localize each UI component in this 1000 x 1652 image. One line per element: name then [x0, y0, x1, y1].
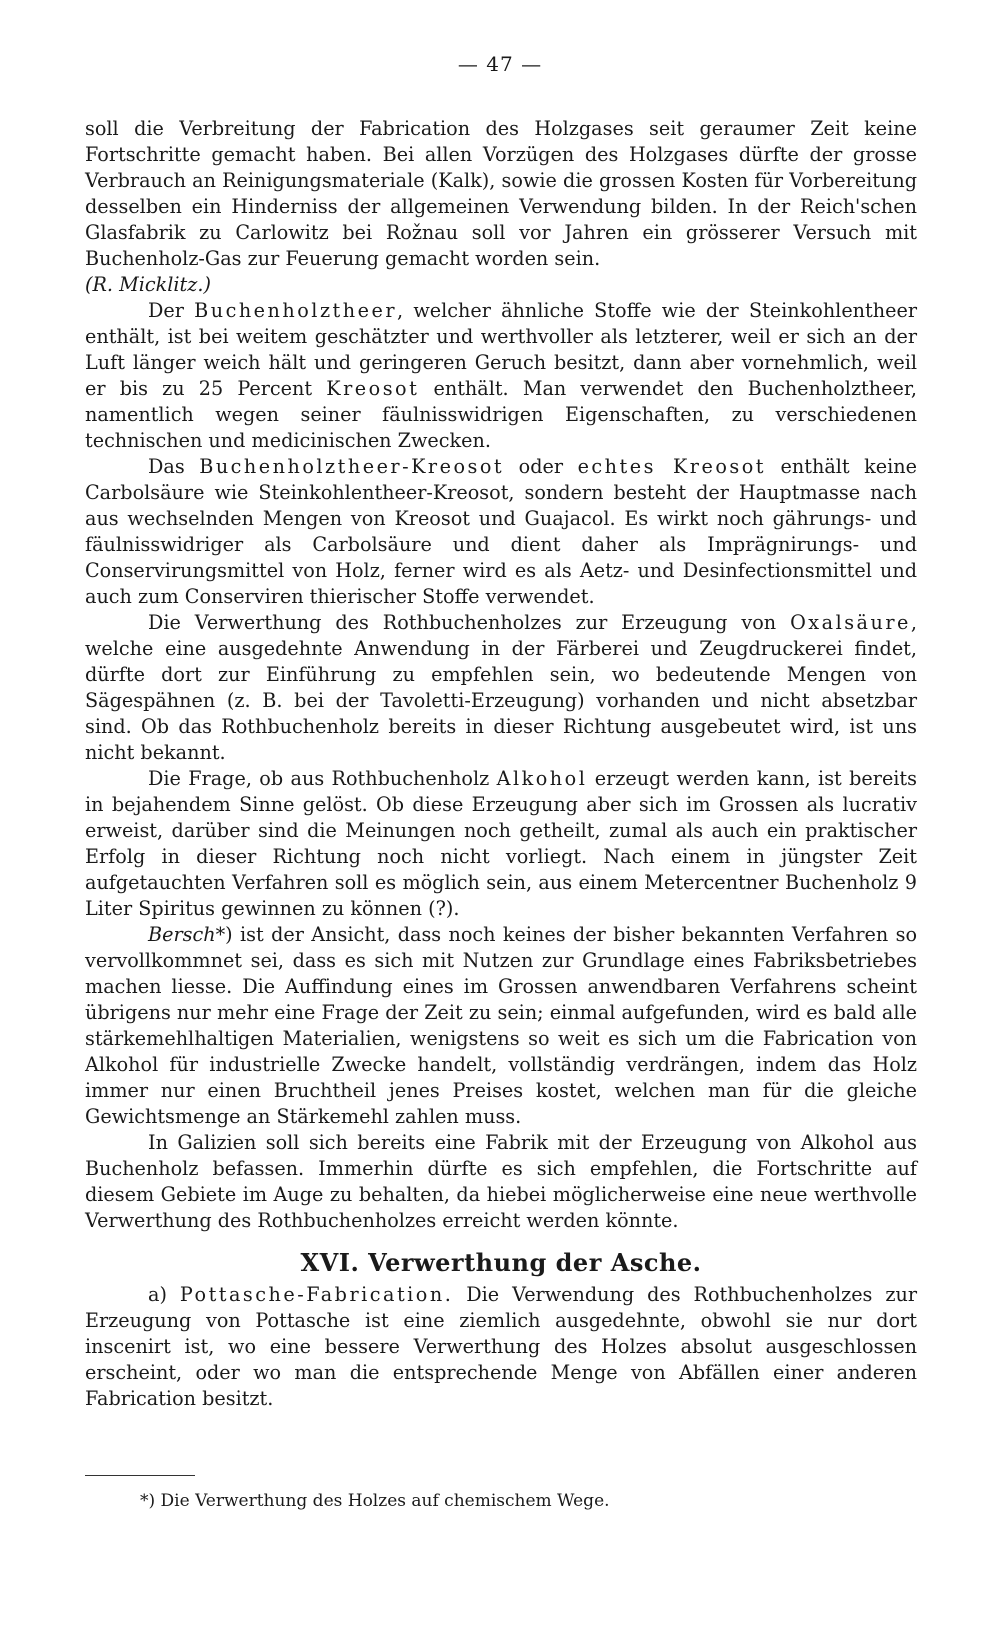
paragraph-holzgas: [85, 116, 917, 272]
text-run: enthält. Man verwendet den Buchenholztheer, namentlich wegen seiner fäulnisswidrigen Eigenschaften, zu verschiedenen technischen und medicinischen Zwecken.: [85, 377, 917, 452]
footnote-text: Die Verwerthung des Holzes auf chemischem Wege.: [155, 1491, 610, 1511]
paragraph-pottasche: [85, 1282, 917, 1412]
paragraph-galizien: [85, 1130, 917, 1234]
paragraph-oxalsaeure: [85, 610, 917, 766]
paragraph-bersch: [85, 922, 917, 1130]
body-text: [85, 116, 917, 1412]
text-run: enthält keine Carbolsäure wie Steinkohlentheer-Kreosot, sondern besteht der Hauptmasse nach aus wechselnden Mengen von Kreosot und Guajacol. Es wirkt noch gährungs- und fäulnisswidriger als Carbolsäure und dient daher als Imprägnirungs- und Conservirungsmittel von Holz, ferner wird es als Aetz- und Desinfectionsmittel und auch zum Conserviren thierischer Stoffe verwendet.: [85, 455, 917, 608]
text-run: ist der Ansicht, dass noch keines der bisher bekannten Verfahren so vervollkommnet sei, dass es sich mit Nutzen zur Grundlage eines Fabriksbetriebes machen liesse. Die Auffindung eines im Grossen anwendbaren Verfahrens scheint übrigens nur mehr eine Frage der Zeit zu sein; einmal aufgefunden, wird es bald alle stärkemehlhaltigen Materialien, wenigstens so weit es sich um die Fabrication von Alkohol für industrielle Zwecke handelt, vollständig verdrängen, indem das Holz immer nur einen Bruchtheil jenes Preises kostet, welchen man für die gleiche Gewichtsmenge an Stärkemehl zahlen muss.: [85, 923, 917, 1128]
footnote-marker: *): [215, 923, 233, 946]
text-run: Die Verwerthung des Rothbuchenholzes zur Erzeugung von: [148, 611, 791, 634]
text-run: Die Verwendung des Rothbuchenholzes zur Erzeugung von Pottasche ist eine ziemlich ausgedehnte, obwohl sie nur dort inscenirt ist, wo eine bessere Verwerthung des Holzes absolut ausgeschlossen erscheint, oder wo man die entsprechende Menge von Abfällen einer anderen Fabrication besitzt.: [85, 1283, 917, 1410]
emphasis-term: Buchenholztheer-Kreosot: [199, 455, 505, 478]
subsection-title: Pottasche-Fabrication.: [179, 1283, 454, 1306]
text-run: Die Frage, ob aus Rothbuchenholz: [148, 767, 497, 790]
paragraph-alkohol: [85, 766, 917, 922]
emphasis-term: echtes Kreosot: [577, 455, 766, 478]
paragraph-buchenholztheer: [85, 298, 917, 454]
text-run: , welcher ähnliche Stoffe wie der Steinkohlentheer enthält, ist bei weitem geschätzter und werthvoller als letzterer, weil er sich an der Luft länger weich hält und geringeren Geruch besitzt, dann aber vornehmlich, weil er bis zu 25 Percent: [85, 299, 917, 400]
citation-micklitz: [85, 272, 917, 298]
text-run: In Galizien soll sich bereits eine Fabrik mit der Erzeugung von Alkohol aus Buchenholz befassen. Immerhin dürfte es sich empfehlen, die Fortschritte auf diesem Gebiete im Auge zu behalten, da hiebei möglicherweise eine neue werthvolle Verwerthung des Rothbuchenholzes erreicht werden könnte.: [85, 1131, 917, 1232]
text-run: oder: [504, 455, 578, 478]
footnote: [140, 1490, 610, 1512]
paragraph-kreosot: [85, 454, 917, 610]
section-heading: XVI. Verwerthung der Asche.: [300, 1248, 702, 1277]
text-run: erzeugt werden kann, ist bereits in bejahendem Sinne gelöst. Ob diese Erzeugung aber sich im Grossen als lucrativ erweist, darüber sind die Meinungen noch getheilt, zumal als auch ein praktischer Erfolg in dieser Richtung noch nicht vorliegt. Nach einem in jüngster Zeit aufgetauchten Verfahren soll es möglich sein, aus einem Metercentner Buchenholz 9 Liter Spiritus gewinnen zu können (?).: [85, 767, 917, 920]
paragraph-holzgas-text: soll die Verbreitung der Fabrication des Holzgases seit geraumer Zeit keine Fortschritte gemacht haben. Bei allen Vorzügen des Holzgases dürfte der grosse Verbrauch an Reinigungsmateriale (Kalk), sowie die grossen Kosten für Vorbereitung desselben ein Hinderniss der allgemeinen Verwendung bilden. In der Reich'schen Glasfabrik zu Carlowitz bei Rožnau soll vor Jahren ein grösserer Versuch mit Buchenholz-Gas zur Feuerung gemacht worden sein.: [85, 117, 917, 270]
emphasis-term: Alkohol: [496, 767, 588, 790]
author-name: Bersch: [148, 923, 216, 946]
text-run: Der: [148, 299, 195, 322]
text-run: , welche eine ausgedehnte Anwendung in der Färberei und Zeugdruckerei findet, dürfte dort zur Einführung zu empfehlen sein, wo bedeutende Mengen von Sägespähnen (z. B. bei der Tavoletti-Erzeugung) vorhanden und nicht absetzbar sind. Ob das Rothbuchenholz bereits in dieser Richtung ausgebeutet wird, ist uns nicht bekannt.: [85, 611, 917, 764]
emphasis-term: Buchenholztheer: [194, 299, 398, 322]
emphasis-term: Oxalsäure: [790, 611, 911, 634]
subsection-label: a): [148, 1283, 180, 1306]
footnote-divider: [85, 1475, 195, 1476]
emphasis-term: Kreosot: [326, 377, 420, 400]
footnote-marker: *): [140, 1491, 156, 1511]
page-number: — 47 —: [457, 52, 543, 76]
text-run: Das: [148, 455, 200, 478]
citation-text: (R. Micklitz.): [85, 273, 211, 296]
